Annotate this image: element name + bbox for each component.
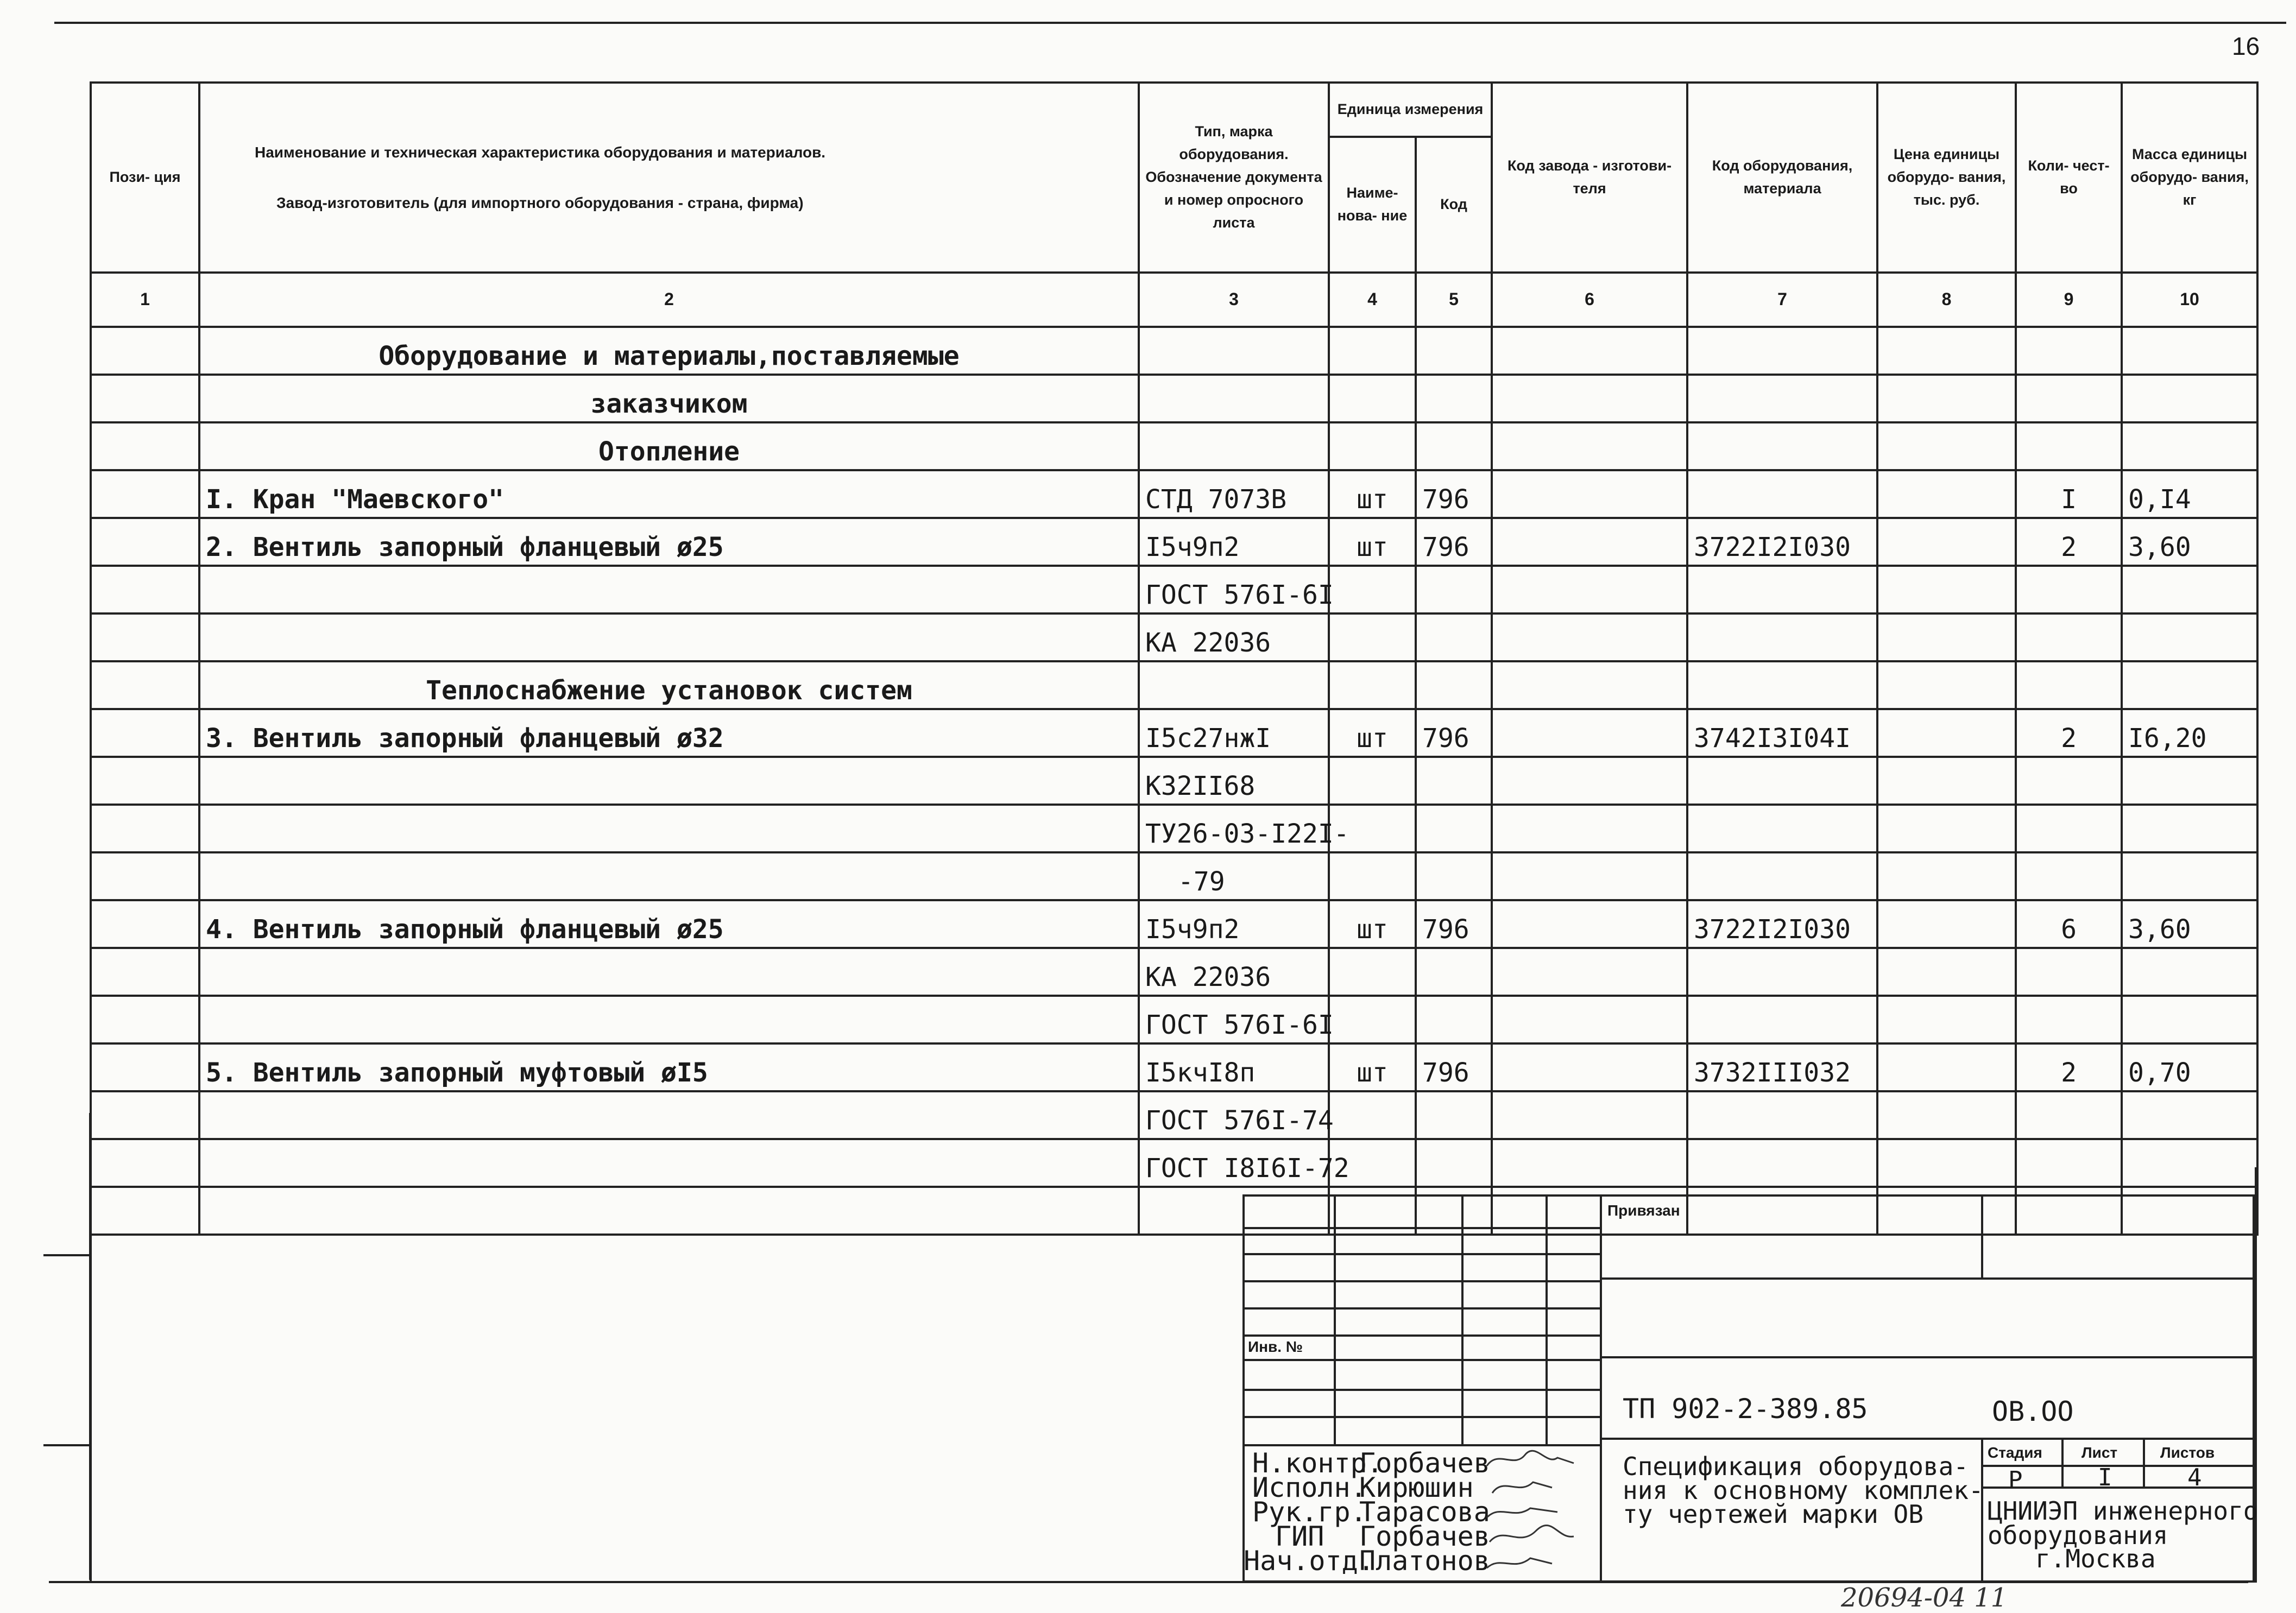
- specification-table: [90, 81, 2259, 1236]
- table-row: [91, 375, 2257, 422]
- unit-cell: [1329, 757, 1416, 805]
- type-cell: [1139, 422, 1329, 470]
- plant-code-cell: [1492, 1091, 1687, 1139]
- price-cell: [1877, 422, 2016, 470]
- attached-label: Привязан: [1607, 1202, 1680, 1219]
- column-number: 8: [1877, 273, 2016, 327]
- unit-code-cell: 796: [1416, 470, 1492, 518]
- header-equipment-code: Код оборудования, материала: [1687, 83, 1877, 273]
- name-cell: [199, 948, 1139, 996]
- plant-code-cell: [1492, 1139, 1687, 1187]
- type-cell: ГОСТ I8I6I-72: [1139, 1139, 1329, 1187]
- unit-code-cell: [1416, 566, 1492, 613]
- unit-code-cell: [1416, 805, 1492, 852]
- plant-code-cell: [1492, 470, 1687, 518]
- table-row: [91, 613, 2257, 661]
- quantity-cell: [2016, 422, 2122, 470]
- inventory-number-label: Инв. №: [1248, 1338, 1303, 1355]
- mass-cell: [2122, 422, 2257, 470]
- plant-code-cell: [1492, 996, 1687, 1043]
- quantity-cell: 2: [2016, 518, 2122, 566]
- mass-cell: [2122, 1139, 2257, 1187]
- name-cell: [199, 852, 1139, 900]
- position-cell: [91, 1139, 199, 1187]
- type-cell: I5кчI8п: [1139, 1043, 1329, 1091]
- document-code: ТП 902-2-389.85: [1623, 1393, 1868, 1425]
- price-cell: [1877, 375, 2016, 422]
- unit-cell: [1329, 996, 1416, 1043]
- header-unit-code: Код: [1416, 137, 1492, 273]
- column-number: 9: [2016, 273, 2122, 327]
- table-row: [91, 518, 2257, 566]
- equipment-code-cell: [1687, 422, 1877, 470]
- name-cell: Оборудование и материалы,поставляемые: [199, 327, 1139, 375]
- column-number: 4: [1329, 273, 1416, 327]
- position-cell: [91, 1187, 199, 1235]
- equipment-code-cell: [1687, 948, 1877, 996]
- equipment-code-cell: [1687, 1091, 1877, 1139]
- mass-cell: [2122, 948, 2257, 996]
- table-row: [91, 422, 2257, 470]
- header-mass: Масса единицы оборудо- вания, кг: [2122, 83, 2257, 273]
- mass-cell: [2122, 375, 2257, 422]
- position-cell: [91, 422, 199, 470]
- name-cell: [199, 1187, 1139, 1235]
- quantity-cell: [2016, 1139, 2122, 1187]
- table-row: [91, 566, 2257, 613]
- price-cell: [1877, 709, 2016, 757]
- position-cell: [91, 613, 199, 661]
- plant-code-cell: [1492, 518, 1687, 566]
- equipment-code-cell: 3742I3I04I: [1687, 709, 1877, 757]
- quantity-cell: [2016, 566, 2122, 613]
- position-cell: [91, 470, 199, 518]
- quantity-cell: [2016, 948, 2122, 996]
- document-title-line2: ния к основному комплек-: [1623, 1476, 1984, 1505]
- name-cell: [199, 805, 1139, 852]
- name-cell: [199, 1091, 1139, 1139]
- mass-cell: [2122, 566, 2257, 613]
- equipment-code-cell: 3732III032: [1687, 1043, 1877, 1091]
- quantity-cell: [2016, 757, 2122, 805]
- drawing-mark: ОВ.ОО: [1992, 1396, 2074, 1427]
- unit-cell: [1329, 1091, 1416, 1139]
- column-number: 6: [1492, 273, 1687, 327]
- table-row: [91, 996, 2257, 1043]
- table-row: [91, 1091, 2257, 1139]
- name-cell: 3. Вентиль запорный фланцевый ø32: [199, 709, 1139, 757]
- price-cell: [1877, 900, 2016, 948]
- type-cell: КА 22036: [1139, 613, 1329, 661]
- price-cell: [1877, 1043, 2016, 1091]
- signer-name: Кирюшин: [1359, 1472, 1474, 1503]
- column-number: 10: [2122, 273, 2257, 327]
- mass-cell: 3,60: [2122, 518, 2257, 566]
- unit-cell: [1329, 852, 1416, 900]
- name-cell: [199, 996, 1139, 1043]
- unit-cell: шт: [1329, 709, 1416, 757]
- price-cell: [1877, 566, 2016, 613]
- position-cell: [91, 852, 199, 900]
- table-row: [91, 757, 2257, 805]
- plant-code-cell: [1492, 566, 1687, 613]
- plant-code-cell: [1492, 613, 1687, 661]
- header-plant-code: Код завода - изготови- теля: [1492, 83, 1687, 273]
- plant-code-cell: [1492, 1043, 1687, 1091]
- mass-cell: [2122, 996, 2257, 1043]
- type-cell: I5ч9п2: [1139, 518, 1329, 566]
- unit-cell: [1329, 613, 1416, 661]
- equipment-code-cell: 3722I2I030: [1687, 900, 1877, 948]
- table-row: [91, 470, 2257, 518]
- name-cell: [199, 613, 1139, 661]
- price-cell: [1877, 470, 2016, 518]
- plant-code-cell: [1492, 948, 1687, 996]
- position-cell: [91, 375, 199, 422]
- equipment-code-cell: [1687, 566, 1877, 613]
- name-cell: Теплоснабжение установок систем: [199, 661, 1139, 709]
- column-number: 7: [1687, 273, 1877, 327]
- price-cell: [1877, 613, 2016, 661]
- unit-cell: шт: [1329, 470, 1416, 518]
- type-cell: [1139, 327, 1329, 375]
- sheet-value: I: [2098, 1464, 2112, 1491]
- unit-code-cell: [1416, 661, 1492, 709]
- signer-name: Горбачев: [1359, 1521, 1490, 1552]
- equipment-code-cell: 3722I2I030: [1687, 518, 1877, 566]
- header-price: Цена единицы оборудо- вания, тыс. руб.: [1877, 83, 2016, 273]
- mass-cell: I6,20: [2122, 709, 2257, 757]
- equipment-code-cell: [1687, 996, 1877, 1043]
- position-cell: [91, 900, 199, 948]
- name-cell: 4. Вентиль запорный фланцевый ø25: [199, 900, 1139, 948]
- header-name-line2: Завод-изготовитель (для импортного оборудования - страна, фирма): [276, 194, 804, 211]
- type-cell: ГОСТ 576I-6I: [1139, 566, 1329, 613]
- quantity-cell: [2016, 852, 2122, 900]
- column-number: 2: [199, 273, 1139, 327]
- position-cell: [91, 518, 199, 566]
- sheet-label: Лист: [2081, 1444, 2118, 1461]
- unit-cell: [1329, 566, 1416, 613]
- signer-role: ГИП: [1275, 1521, 1324, 1552]
- table-row: [91, 1139, 2257, 1187]
- signer-role: Нач.отд.: [1244, 1545, 1374, 1577]
- signer-role: Рук.гр.: [1252, 1496, 1367, 1528]
- type-cell: -79: [1139, 852, 1329, 900]
- plant-code-cell: [1492, 327, 1687, 375]
- type-cell: СТД 7073В: [1139, 470, 1329, 518]
- page-number: 16: [2232, 32, 2260, 60]
- mass-cell: 0,70: [2122, 1043, 2257, 1091]
- name-cell: [199, 757, 1139, 805]
- position-cell: [91, 996, 199, 1043]
- quantity-cell: 2: [2016, 709, 2122, 757]
- price-cell: [1877, 996, 2016, 1043]
- unit-cell: [1329, 375, 1416, 422]
- quantity-cell: [2016, 327, 2122, 375]
- unit-code-cell: [1416, 613, 1492, 661]
- position-cell: [91, 1091, 199, 1139]
- unit-code-cell: [1416, 757, 1492, 805]
- type-cell: ТУ26-03-I22I-: [1139, 805, 1329, 852]
- handwritten-signatures: [1481, 1444, 1612, 1580]
- position-cell: [91, 327, 199, 375]
- price-cell: [1877, 852, 2016, 900]
- table-row: [91, 900, 2257, 948]
- mass-cell: [2122, 661, 2257, 709]
- position-cell: [91, 709, 199, 757]
- equipment-code-cell: [1687, 375, 1877, 422]
- price-cell: [1877, 805, 2016, 852]
- unit-code-cell: 796: [1416, 709, 1492, 757]
- plant-code-cell: [1492, 661, 1687, 709]
- organization-line2: оборудования: [1988, 1521, 2168, 1550]
- handwritten-archive-number: 20694-04 11: [1841, 1583, 2008, 1613]
- equipment-code-cell: [1687, 327, 1877, 375]
- quantity-cell: 6: [2016, 900, 2122, 948]
- stage-label: Стадия: [1988, 1444, 2042, 1461]
- plant-code-cell: [1492, 757, 1687, 805]
- unit-cell: [1329, 422, 1416, 470]
- unit-code-cell: 796: [1416, 518, 1492, 566]
- position-cell: [91, 805, 199, 852]
- signer-role: Исполн.: [1252, 1472, 1367, 1503]
- quantity-cell: [2016, 661, 2122, 709]
- name-cell: Отопление: [199, 422, 1139, 470]
- quantity-cell: [2016, 1091, 2122, 1139]
- type-cell: I5ч9п2: [1139, 900, 1329, 948]
- sheets-value: 4: [2187, 1464, 2202, 1491]
- quantity-cell: I: [2016, 470, 2122, 518]
- header-unit: Единица измерения: [1329, 83, 1492, 137]
- organization-line3: г.Москва: [2035, 1544, 2156, 1573]
- document-title-line3: ту чертежей марки ОВ: [1623, 1500, 1923, 1529]
- unit-cell: шт: [1329, 900, 1416, 948]
- position-cell: [91, 661, 199, 709]
- name-cell: I. Кран "Маевского": [199, 470, 1139, 518]
- mass-cell: 0,I4: [2122, 470, 2257, 518]
- type-cell: [1139, 375, 1329, 422]
- specification-body: [91, 327, 2257, 1235]
- type-cell: [1139, 661, 1329, 709]
- mass-cell: 3,60: [2122, 900, 2257, 948]
- type-cell: К32II68: [1139, 757, 1329, 805]
- sheets-label: Листов: [2160, 1444, 2215, 1461]
- document-title-line1: Спецификация оборудова-: [1623, 1452, 1969, 1481]
- name-cell: [199, 1139, 1139, 1187]
- header-quantity: Коли- чест- во: [2016, 83, 2122, 273]
- position-cell: [91, 757, 199, 805]
- quantity-cell: [2016, 613, 2122, 661]
- column-number: 3: [1139, 273, 1329, 327]
- equipment-code-cell: [1687, 661, 1877, 709]
- table-row: [91, 709, 2257, 757]
- signer-name: Горбачев: [1359, 1447, 1490, 1479]
- price-cell: [1877, 1139, 2016, 1187]
- mass-cell: [2122, 805, 2257, 852]
- unit-cell: [1329, 948, 1416, 996]
- mass-cell: [2122, 757, 2257, 805]
- price-cell: [1877, 518, 2016, 566]
- plant-code-cell: [1492, 422, 1687, 470]
- price-cell: [1877, 948, 2016, 996]
- plant-code-cell: [1492, 709, 1687, 757]
- title-block: [1242, 1194, 2259, 1583]
- table-row: [91, 805, 2257, 852]
- type-cell: ГОСТ 576I-6I: [1139, 996, 1329, 1043]
- unit-code-cell: 796: [1416, 1043, 1492, 1091]
- price-cell: [1877, 1091, 2016, 1139]
- column-number: 5: [1416, 273, 1492, 327]
- header-name-line1: Наименование и техническая характеристика оборудования и материалов.: [255, 143, 826, 161]
- top-border-line: [54, 22, 2286, 24]
- frame-left: [90, 1167, 92, 1583]
- position-cell: [91, 1043, 199, 1091]
- price-cell: [1877, 327, 2016, 375]
- stage-value: Р: [2008, 1466, 2023, 1494]
- unit-cell: [1329, 661, 1416, 709]
- mass-cell: [2122, 327, 2257, 375]
- organization-line1: ЦНИИЭП инженерного: [1988, 1496, 2259, 1526]
- unit-code-cell: [1416, 1139, 1492, 1187]
- mass-cell: [2122, 852, 2257, 900]
- quantity-cell: [2016, 805, 2122, 852]
- quantity-cell: [2016, 375, 2122, 422]
- unit-cell: [1329, 327, 1416, 375]
- column-number-row: [91, 273, 2257, 327]
- unit-code-cell: [1416, 996, 1492, 1043]
- signer-role: Н.контр.: [1252, 1447, 1383, 1479]
- header-type: Тип, марка оборудования. Обозначение документа и номер опросного листа: [1139, 83, 1329, 273]
- plant-code-cell: [1492, 375, 1687, 422]
- price-cell: [1877, 661, 2016, 709]
- equipment-code-cell: [1687, 613, 1877, 661]
- position-cell: [91, 566, 199, 613]
- equipment-code-cell: [1687, 757, 1877, 805]
- mass-cell: [2122, 1091, 2257, 1139]
- plant-code-cell: [1492, 852, 1687, 900]
- header-unit-name: Наиме- нова- ние: [1329, 137, 1416, 273]
- unit-cell: шт: [1329, 518, 1416, 566]
- column-number: 1: [91, 273, 199, 327]
- type-cell: I5с27нжI: [1139, 709, 1329, 757]
- equipment-code-cell: [1687, 1139, 1877, 1187]
- type-cell: КА 22036: [1139, 948, 1329, 996]
- left-margin-stamp-box: [43, 1113, 91, 1580]
- name-cell: 2. Вентиль запорный фланцевый ø25: [199, 518, 1139, 566]
- plant-code-cell: [1492, 805, 1687, 852]
- unit-code-cell: 796: [1416, 900, 1492, 948]
- quantity-cell: [2016, 996, 2122, 1043]
- type-cell: ГОСТ 576I-74: [1139, 1091, 1329, 1139]
- unit-code-cell: [1416, 852, 1492, 900]
- table-row: [91, 948, 2257, 996]
- quantity-cell: 2: [2016, 1043, 2122, 1091]
- name-cell: заказчиком: [199, 375, 1139, 422]
- equipment-code-cell: [1687, 852, 1877, 900]
- equipment-code-cell: [1687, 805, 1877, 852]
- table-row: [91, 327, 2257, 375]
- unit-cell: шт: [1329, 1043, 1416, 1091]
- header-name: [199, 83, 1139, 273]
- unit-code-cell: [1416, 327, 1492, 375]
- name-cell: [199, 566, 1139, 613]
- unit-code-cell: [1416, 948, 1492, 996]
- unit-code-cell: [1416, 1091, 1492, 1139]
- position-cell: [91, 948, 199, 996]
- signer-name: Платонов: [1359, 1545, 1490, 1577]
- mass-cell: [2122, 613, 2257, 661]
- plant-code-cell: [1492, 900, 1687, 948]
- header-position: Пози- ция: [91, 83, 199, 273]
- table-row: [91, 661, 2257, 709]
- unit-code-cell: [1416, 375, 1492, 422]
- signer-name: Тарасова: [1359, 1496, 1490, 1528]
- table-row: [91, 852, 2257, 900]
- table-row: [91, 1043, 2257, 1091]
- name-cell: 5. Вентиль запорный муфтовый øI5: [199, 1043, 1139, 1091]
- price-cell: [1877, 757, 2016, 805]
- unit-code-cell: [1416, 422, 1492, 470]
- equipment-code-cell: [1687, 470, 1877, 518]
